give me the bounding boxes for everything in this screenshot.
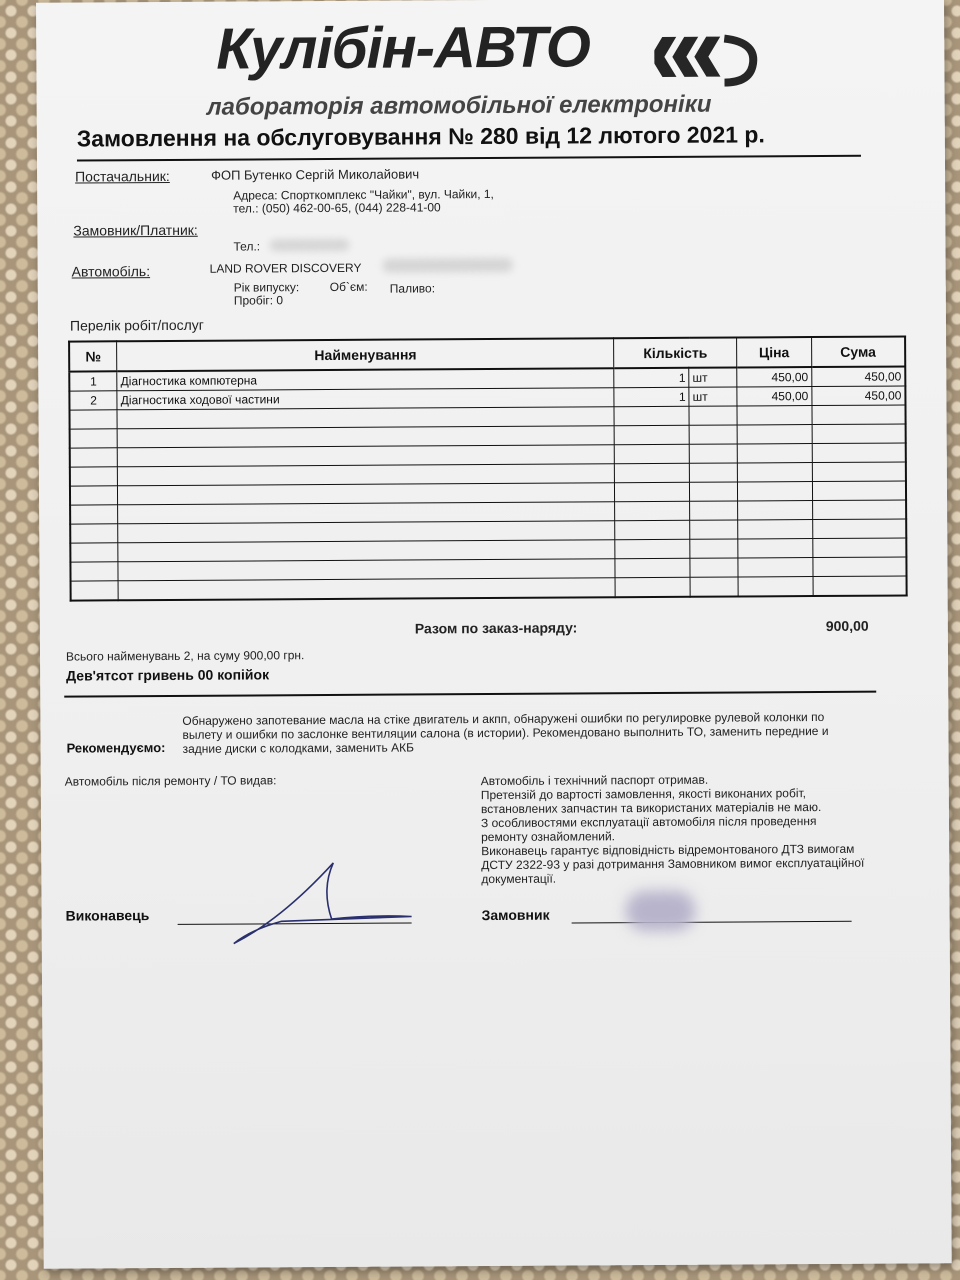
document-title: Замовлення на обслуговування № 280 від 12 лютого 2021 р. — [76, 121, 765, 152]
title-divider — [77, 155, 861, 162]
row-num: 2 — [69, 391, 117, 410]
customer-phone-label: Тел.: — [233, 239, 261, 254]
row-name: Діагностика ходової частини — [117, 388, 614, 410]
executor-signature-icon — [221, 848, 422, 949]
customer-signature-line — [572, 921, 852, 924]
works-table — [68, 335, 908, 601]
redacted-plate — [383, 258, 513, 273]
row-unit: шт — [689, 367, 737, 387]
received-line: ДСТУ 2322-93 у разі дотримання Замовником вимог експлуатаційної — [481, 855, 865, 873]
car-fuel-label: Паливо: — [389, 281, 436, 296]
recommend-line-3: задние диски с колодками, заменить АКБ — [182, 740, 414, 756]
table-row-empty — [71, 576, 907, 601]
chevrons-logo-icon — [654, 26, 764, 87]
car-mileage: Пробіг: 0 — [233, 293, 284, 308]
issued-label: Автомобіль після ремонту / ТО видав: — [64, 773, 277, 789]
row-sum: 450,00 — [812, 386, 906, 406]
supplier-label: Постачальник: — [75, 167, 170, 185]
service-order-sheet — [36, 0, 952, 1269]
received-line: ремонту ознайомлений. — [481, 829, 616, 845]
customer-sign-label: Замовник — [481, 906, 550, 924]
col-name-header: Найменування — [117, 338, 614, 371]
col-num-header: № — [69, 341, 117, 371]
row-price: 450,00 — [737, 387, 812, 406]
row-num: 1 — [69, 371, 117, 391]
recommend-line-2: вылету и ошибки по заслонке вентиляции салона (в истории). Рекомендовано выполнить ТО, заменить передние и — [182, 723, 829, 742]
received-line: документації. — [481, 871, 557, 887]
row-qty: 1 — [614, 387, 689, 406]
row-price: 450,00 — [737, 367, 812, 387]
supplier-name: ФОП Бутенко Сергій Миколайович — [211, 166, 420, 183]
customer-label: Замовник/Платник: — [73, 221, 198, 239]
executor-label: Виконавець — [65, 907, 150, 924]
received-line: Виконавець гарантує відповідність відремонтованого ДТЗ вимогам — [481, 841, 855, 859]
received-line: З особливостями експлуатації автомобіля після проведення — [480, 814, 817, 831]
car-label: Автомобіль: — [71, 263, 151, 280]
redacted-customer-signature — [625, 891, 695, 931]
car-volume-label: Об`єм: — [329, 279, 368, 294]
works-title: Перелік робіт/послуг — [69, 316, 204, 334]
supplier-phones: тел.: (050) 462-00-65, (044) 228-41-00 — [233, 200, 441, 216]
col-sum-header: Сума — [811, 336, 905, 367]
row-qty: 1 — [614, 368, 689, 388]
col-price-header: Ціна — [737, 337, 812, 367]
summary-words: Дев'ятсот гривень 00 копійок — [66, 666, 270, 684]
received-line: встановлених запчастин та використаних матеріалів не маю. — [480, 799, 822, 817]
summary-divider — [64, 691, 876, 698]
car-year-label: Рік випуску: — [233, 280, 300, 295]
row-sum: 450,00 — [812, 366, 906, 386]
summary-count: Всього найменувань 2, на суму 900,00 грн. — [65, 648, 305, 664]
company-tagline: лабораторія автомобільної електроніки — [206, 90, 712, 121]
redacted-phone — [269, 239, 349, 251]
col-qty-header: Кількість — [614, 337, 737, 368]
received-line: Претензій до вартості замовлення, якості виконаних робіт, — [480, 786, 807, 803]
received-line: Автомобіль і технічний паспорт отримав. — [480, 772, 709, 789]
recommend-label: Рекомендуємо: — [66, 739, 166, 756]
car-model: LAND ROVER DISCOVERY — [209, 260, 362, 276]
total-value: 900,00 — [825, 617, 869, 634]
supplier-address: Адреса: Спорткомплекс "Чайки", вул. Чайки, 1, — [233, 186, 494, 203]
row-unit: шт — [689, 387, 737, 406]
company-logo: Кулібін-АВТО — [216, 14, 591, 82]
recommend-line-1: Обнаружено запотевание масла на стіке двигатель и акпп, обнаружені ошибки по регулировке рулевой колонки по — [182, 709, 825, 728]
total-label: Разом по заказ-наряду: — [414, 619, 578, 637]
row-name: Діагностика компютерна — [117, 368, 614, 391]
